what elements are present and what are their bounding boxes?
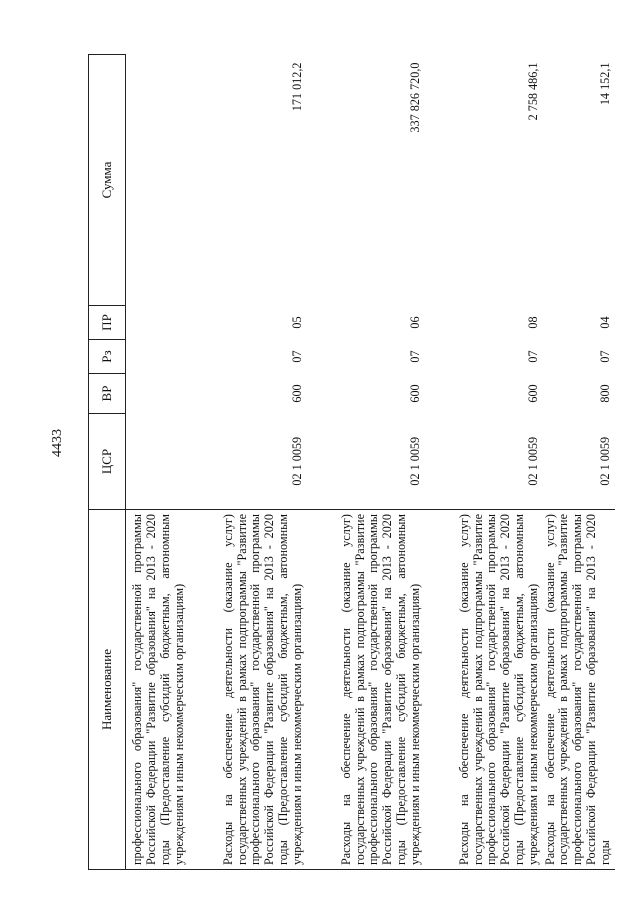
table-row — [126, 55, 190, 870]
table-row — [544, 55, 616, 870]
table-row — [190, 55, 308, 870]
row-amount: 337 826 720,0 — [407, 62, 422, 133]
row-amount — [126, 55, 190, 306]
row-name: Расходы на обеспечение деятельности (оказание услуг) государственных учреждений в рамках подпрограммы "Развитие профессионального образования" государственной программы Российской Федерации "Развитие образования" на 2013 - 2020 годы — [544, 510, 616, 870]
table-header-row — [89, 55, 126, 870]
row-name: Расходы на обеспечение деятельности (оказание услуг) государственных учреждений в рамках подпрограммы "Развитие профессионального образования" государственной программы Российской Федерации "Развитие образования" на 2013 - 2020 годы (Предоставление субсидий бюджетным, автономным учреждениям и иным некоммерческим организациям) — [426, 510, 544, 870]
header-name: Наименование — [89, 510, 126, 870]
row-amount: 2 758 486,1 — [525, 62, 540, 121]
row-pr — [126, 306, 190, 340]
row-csr — [126, 414, 190, 510]
row-rz: 07 — [597, 350, 612, 363]
row-pr: 08 — [525, 316, 540, 329]
row-rz: 07 — [407, 350, 422, 363]
row-vr: 800 — [597, 384, 612, 403]
header-vr: ВР — [89, 374, 126, 414]
header-rz: Рз — [89, 340, 126, 374]
row-csr: 02 1 0059 — [525, 436, 540, 486]
table-row — [308, 55, 426, 870]
row-amount: 171 012,2 — [289, 62, 304, 112]
row-amount: 14 152,1 — [597, 62, 612, 106]
header-csr: ЦСР — [89, 414, 126, 510]
row-name: Расходы на обеспечение деятельности (оказание услуг) государственных учреждений в рамках подпрограммы "Развитие профессионального образования" государственной программы Российской Федерации "Развитие образования" на 2013 - 2020 годы (Предоставление субсидий бюджетным, автономным учреждениям и иным некоммерческим организациям) — [308, 510, 426, 870]
row-name: Расходы на обеспечение деятельности (оказание услуг) государственных учреждений в рамках подпрограммы "Развитие профессионального образования" государственной программы Российской Федерации "Развитие образования" на 2013 - 2020 годы (Предоставление субсидий бюджетным, автономным учреждениям и иным некоммерческим организациям) — [190, 510, 308, 870]
page-number: 4433 — [50, 429, 65, 457]
row-rz — [126, 340, 190, 374]
row-vr: 600 — [407, 384, 422, 403]
row-pr: 05 — [289, 316, 304, 329]
table-row — [426, 55, 544, 870]
header-pr: ПР — [89, 306, 126, 340]
row-csr: 02 1 0059 — [597, 436, 612, 486]
row-rz: 07 — [525, 350, 540, 363]
row-vr: 600 — [289, 384, 304, 403]
row-pr: 04 — [597, 316, 612, 329]
header-amount: Сумма — [89, 55, 126, 306]
row-vr: 600 — [525, 384, 540, 403]
budget-table — [88, 54, 615, 870]
row-csr: 02 1 0059 — [289, 436, 304, 486]
row-name: профессионального образования" государственной программы Российской Федерации "Развитие образования" на 2013 - 2020 годы (Предоставление субсидий бюджетным, автономным учреждениям и иным некоммерческим организациям) — [126, 510, 190, 870]
row-vr — [126, 374, 190, 414]
row-pr: 06 — [407, 316, 422, 329]
row-rz: 07 — [289, 350, 304, 363]
rotated-page-content — [88, 55, 612, 870]
row-csr: 02 1 0059 — [407, 436, 422, 486]
